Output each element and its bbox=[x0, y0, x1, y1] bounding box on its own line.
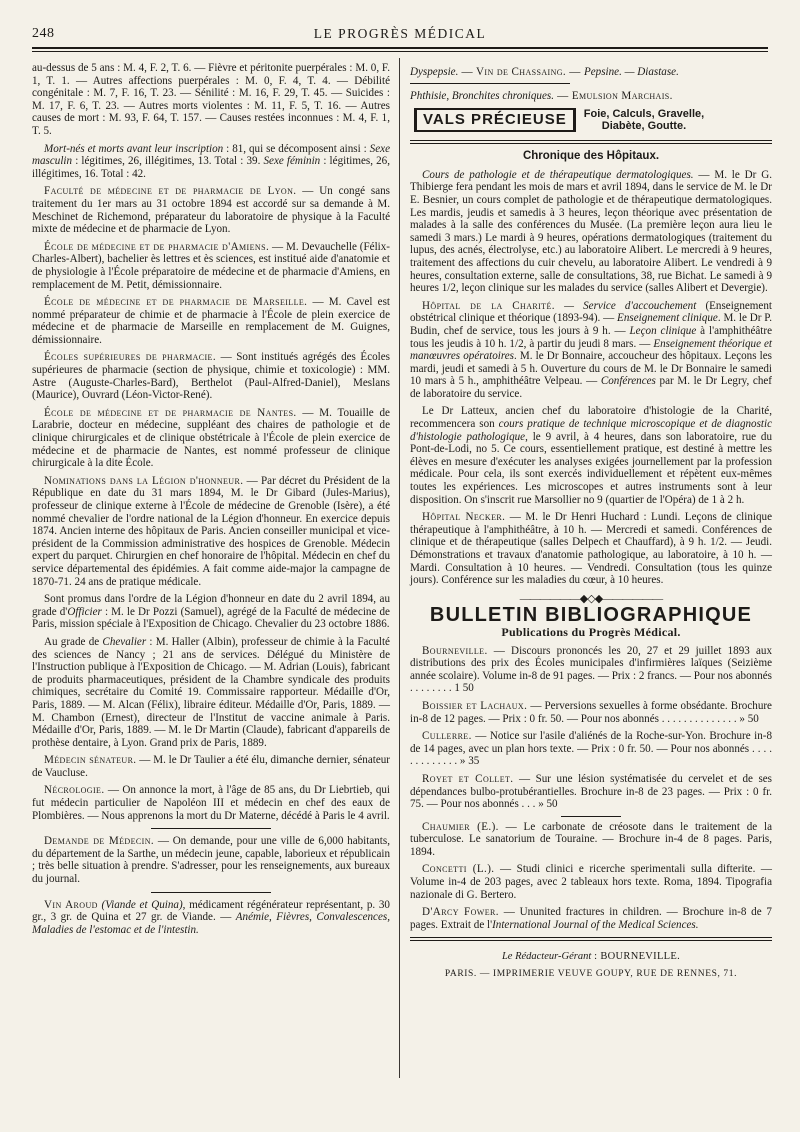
chronique-heading: Chronique des Hôpitaux. bbox=[522, 150, 660, 163]
page-number: 248 bbox=[32, 26, 55, 41]
section-double-rule bbox=[410, 140, 772, 144]
medecin-senateur: Médecin sénateur. — M. le Dr Taulier a été élu, dimanche dernier, sénateur de Vaucluse. bbox=[32, 754, 390, 779]
mort-nes-lead: Mort-nés et morts avant leur inscription bbox=[44, 142, 224, 155]
news-item: Faculté de médecine et de pharmacie de Lyon. — Un congé sans traitement du 1er mars au 31 octobre 1894 est accordé sur sa demande à M. Meschinet de Richemond, préparateur du laboratoire de physique à la Faculté mixte de médecine et de pharmacie de Lyon. bbox=[32, 185, 390, 236]
chronique-dermatologie: Cours de pathologie et de thérapeutique dermatologiques. — M. le Dr G. Thibierge fera pendant les mois de mars et avril 1894, dans le service de M. le Dr E. Besnier, un cours complet de pathologie et de thérapeutique dermatologiques. Les mardis, jeudis et samedis à 3 heures, leçon théorique avec présentation de malades à la salle des conférences du Musée. (La première leçon aura lieu le samedi 3 mars.) Le mardi à 9 heures, opérations dermatologiques (traitement du lupus, des acnés, électrolyse, etc.) au laboratoire Alibert. Le mercredi à 9 heures, traitement des affections du cuir chevelu, au laboratoire Alibert. Le vendredi à 9 heures, consultation externe, salle de consultations, 38, rue Bichat. Le samedi à 9 heures 1/2, leçon clinique sur les malades du service (salles Alibert et Devergie). bbox=[410, 168, 772, 295]
promotion-officier: Sont promus dans l'ordre de la Légion d'honneur en date du 2 avril 1894, au grade d'Officier : M. le Dr Pozzi (Samuel), agrégé de la Faculté de médecine de Paris, mission spéciale à l'Exposition de Chicago. Chevalier du 23 octobre 1886. bbox=[32, 593, 390, 631]
bulletin-title: BULLETIN BIBLIOGRAPHIQUE bbox=[429, 604, 753, 627]
bib-entry: Bourneville. — Discours prononcés les 20, 27 et 29 juillet 1893 aux distributions des prix des Écoles municipales d'infirmières laïques (Seizième année scolaire). Volume in-8 de 91 pages. — Prix : 2 francs. — Pour nos abonnés . . . . . . . . 1 50 bbox=[410, 644, 772, 695]
news-item: École de médecine et de pharmacie de Marseille. — M. Cavel est nommé préparateur de chimie et de pharmacie à l'École de plein exercice de médecine et de pharmacie de Marseille en remplacement de M. Guignes, démissionnaire. bbox=[32, 296, 390, 346]
bib-entry: Royet et Collet. — Sur une lésion systématisée du cervelet et de ses dépendances bulbo-protubérantielles. Brochure in-8 de 23 pages. — Prix : 0 fr. 75. — Pour nos abonnés . . . » 50 bbox=[410, 772, 772, 811]
vals-precieuse-ad bbox=[414, 108, 772, 132]
chronique-charite: Hôpital de la Charité. — Service d'accouchement (Enseignement obstétrical clinique et théorique (1893-94). — Enseignement clinique. M. le Dr P. Budin, chef de service, tous les jours à 9 h. — Leçon clinique à l'amphithéâtre tous les jeudis à 10 h. 1/2, à partir du jeudi 8 mars. — Enseignement théorique et manœuvres opératoires. M. le Dr Bonnaire, accoucheur des hôpitaux. Leçons les mardi, jeudi et samedi à 5 h. Ouverture du cours de M. le Dr Bonnaire le samedi 10 mars à 5 h., amphithéâtre Velpeau. — Conférences par M. le Dr Legry, chef de laboratoire du service. bbox=[410, 299, 772, 400]
vals-precieuse-box: VALS PRÉCIEUSE bbox=[414, 108, 576, 132]
column-divider bbox=[399, 58, 400, 1078]
news-item: École de médecine et de pharmacie de Nantes. — M. Touaille de Larabrie, docteur en médecine, suppléant des chaires de pathologie et de clinique chirurgicales et de clinique obstétricale à l'École de plein exercice de médecine et de pharmacie de Nantes, est nommé professeur de clinique chirurgicale à la dite École. bbox=[32, 406, 390, 470]
running-title: LE PROGRÈS MÉDICAL bbox=[313, 26, 487, 41]
vin-aroud-ad: Vin Aroud (Viande et Quina), médicament régénérateur représentant, p. 30 gr., 3 gr. de Quina et 27 gr. de Viande. — Anémie, Fièvres, Convalescences, Maladies de l'estomac et de l'intestin. bbox=[32, 898, 390, 936]
signature: Le Rédacteur-Gérant : BOURNEVILLE. bbox=[501, 951, 681, 963]
necrologie: Nécrologie. — On annonce la mort, à l'âge de 85 ans, du Dr Liebrtieb, qui fut médecin particulier de Napoléon III et médecin en chef des eaux de Plombières. — Nous apprenons la mort du Dr Materne, décédé à Paris le 4 avril. bbox=[32, 784, 390, 822]
bulletin-subtitle: Publications du Progrès Médical. bbox=[501, 624, 681, 639]
dyspepsie-ad: Dyspepsie. — Vin de Chassaing. — Pepsine. — Diastase. bbox=[410, 66, 679, 78]
bib-entry: Cullerre. — Notice sur l'asile d'aliénés de la Roche-sur-Yon. Brochure in-8 de 14 pages, avec un plan hors texte. — Prix : 0 fr. 50. — Pour nos abonnés . . . . . . . . . . . . . » 35 bbox=[410, 730, 772, 768]
mort-nes-paragraph: Mort-nés et morts avant leur inscription : 81, qui se décomposent ainsi : Sexe masculin : légitimes, 26, illégitimes, 13. Total : 39. Sexe féminin : légitimes, 26, illégitimes, 16. Total : 42. bbox=[32, 142, 390, 180]
header-rule-thin bbox=[32, 51, 768, 52]
printer-line: PARIS. — IMPRIMERIE VEUVE GOUPY, RUE DE RENNES, 71. bbox=[444, 969, 738, 980]
bib-entry: Boissier et Lachaux. — Perversions sexuelles à forme obsédante. Brochure in-8 de 12 pages. — Prix : 0 fr. 50. — Pour nos abonnés . . . . . . . . . . . . . . » 50 bbox=[410, 699, 772, 725]
page-header bbox=[32, 26, 768, 44]
chronique-necker: Hôpital Necker. — M. le Dr Henri Huchard : Lundi. Leçons de clinique thérapeutique à l'amphithéâtre, à 10 h. — Mercredi et samedi. Conférences de clinique et de thérapeutique (salles Delpech et Chauffard), à 9 h. 1/2. — Jeudi. Démonstrations et travaux d'anatomie pathologique, au laboratoire, à 10 h. — Mardi. Consultation à 10 heures. — Vendredi. Consultation (tous les quinze jours). Conférence sur les maladies du cœur, à 10 heures. bbox=[410, 511, 772, 587]
vals-indications: Foie, Calculs, Gravelle, Diabète, Goutte. bbox=[583, 108, 705, 133]
section-rule bbox=[151, 892, 271, 893]
header-rule-thick bbox=[32, 47, 768, 49]
footer-rule bbox=[410, 937, 772, 941]
ad-rule bbox=[410, 83, 570, 84]
news-item: Écoles supérieures de pharmacie. — Sont institués agrégés des Écoles supérieures de pharmacie (section de physique, chimie et toxicologie) : MM. Astre (Auguste-Charles-Bard), Berthelot (Paul-Alfred-Daniel), Meslans (Maurice), Ouvrard (Léon-Victor-René). bbox=[32, 351, 390, 402]
news-item: Nominations dans la Légion d'honneur. — Par décret du Président de la République en date du 31 mars 1894, M. le Dr Gibard (Jules-Marius), professeur de clinique externe à l'École de médecine de Grenoble (Isère), a été nommé chevalier de l'ordre national de la Légion d'honneur. En exercice depuis 1874. Ancien interne des hôpitaux de Paris. Ancien conseiller municipal et vice-président de la Commission administrative des hospices de Grenoble. Médecin expert du parquet. Chirurgien en chef honoraire de l'hôpital. Médecin en chef du service départemental des épidémies. A fait comme aide-major la campagne de 1870-71. 24 ans de pratique médicale. bbox=[32, 474, 390, 588]
mortality-stats: au-dessus de 5 ans : M. 4, F. 2, T. 6. — Fièvre et péritonite puerpérales : M. 0, F. 1, T. 1. — Autres affections puerpérales : M. 0, F. 4, T. 4. — Débilité congénitale : M. 7, F. 16, T. 23. — Sénilité : M. 16, F. 29, T. 45. — Suicides : M. 17, F. 6, T. 23. — Autres morts violentes : M. 11, F. 5, T. 16. — Autres causes de mort : M. 93, F. 64, T. 157. — Causes restées inconnues : M. 4, F. 1, T. 5. bbox=[32, 62, 390, 137]
promotion-chevalier: Au grade de Chevalier : M. Haller (Albin), professeur de chimie à la Faculté des sciences de Nancy ; 21 ans de services. Délégué du Ministère de l'Instruction publique à l'Exposition de Chicago. — M. Adrian (Louis), fabricant de produits pharmaceutiques, président de la Chambre syndicale des produits chimiques, secrétaire du Comité 19. Commissaire rapporteur. Médaille d'Or, Paris, 1889. — M. Alcan (Félix), libraire éditeur. Médaille d'Or, Paris, 1889. — M. Chambon (Ernest), directeur de l'Institut de vaccine animale à Paris. Médaille d'Or, Paris, 1889. — M. le Dr Martin (Claude), fabricant d'appareils de prothèse dentaire, à Lyon. Grand prix de Paris, 1889. bbox=[32, 635, 390, 749]
phthisie-ad: Phthisie, Bronchites chroniques. — Emulsion Marchais. bbox=[410, 89, 673, 102]
left-column bbox=[32, 62, 390, 941]
news-item: École de médecine et de pharmacie d'Amiens. — M. Devauchelle (Félix-Charles-Albert), bachelier ès lettres et ès sciences, est institué aide d'anatomie et de physiologie à l'École préparatoire de médecine et de pharmacie d'Amiens, en remplacement de M. Petit, démissionnaire. bbox=[32, 240, 390, 291]
ornament-rule-icon: ——————◆◇◆—————— bbox=[519, 592, 663, 605]
demande-medecin: Demande de Médecin. — On demande, pour une ville de 6,000 habitants, du département de la Sarthe, un médecin jeune, capable, laborieux et républicain ; très belle situation à prendre. S'adresser, pour les renseignements, aux bureaux du journal. bbox=[32, 835, 390, 886]
right-column bbox=[410, 62, 772, 981]
bib-rule bbox=[561, 816, 621, 817]
section-rule bbox=[151, 828, 271, 829]
bib-entry: Chaumier (E.). — Le carbonate de créosote dans le traitement de la tuberculose. Le sanatorium de Touraine. — Brochure in-4 de 8 pages. Paris, 1894. bbox=[410, 820, 772, 858]
bib-entry: Concetti (L.). — Studi clinici e ricerche sperimentali sulla difterite. — Volume in-4 de 203 pages, avec 2 tableaux hors texte. Roma, 1894. Tipografia nazionale di G. Bertero. bbox=[410, 863, 772, 901]
chronique-latteux: Le Dr Latteux, ancien chef du laboratoire d'histologie de la Charité, recommencera son cours pratique de technique microscopique et de diagnostic d'histologie pathologique, le 9 avril, à 4 heures, dans son laboratoire, rue du Pont-de-Lodi, no 5. Ce cours, essentiellement pratique, est destiné à mettre les élèves en mesure d'exécuter les analyses exigées journellement par la profession médicale. Pour cela, ils sont exercés individuellement et répètent eux-mêmes toutes les expériences. Les microscopes et autres instruments sont à leur disposition. On s'inscrit rue Marsollier no 9 (quartier de l'Opéra) de 1 à 2 h. bbox=[410, 405, 772, 506]
bib-entry: D'Arcy Fower. — Ununited fractures in children. — Brochure in-8 de 7 pages. Extrait de l'International Journal of the Medical Sciences. bbox=[410, 906, 772, 931]
